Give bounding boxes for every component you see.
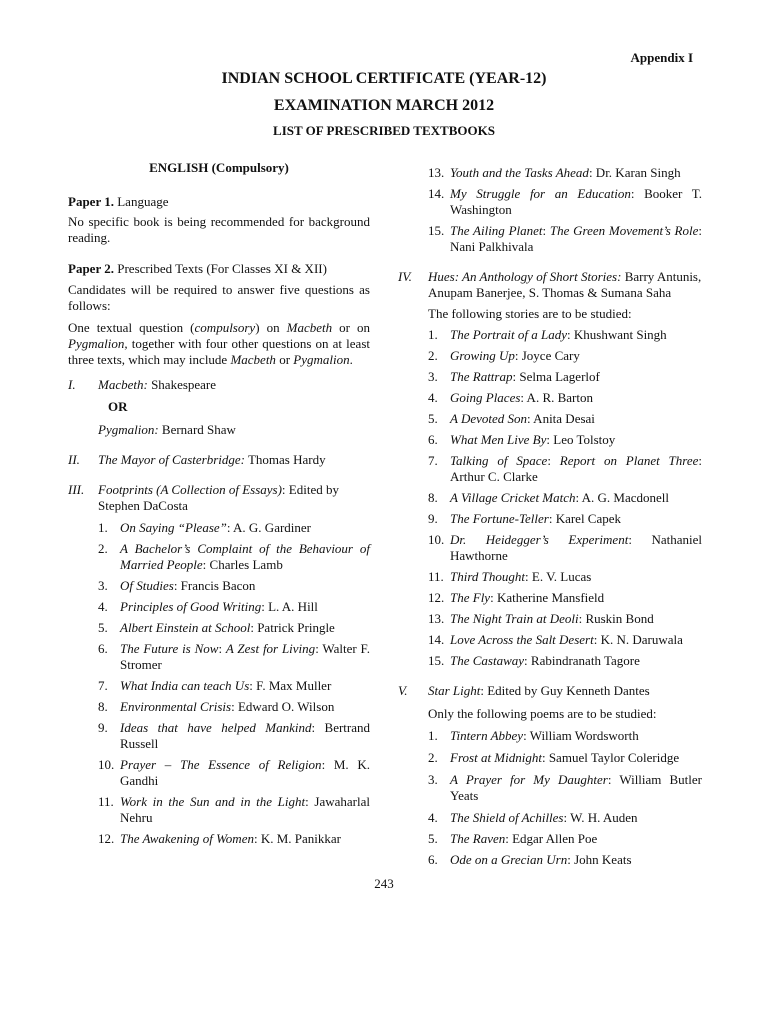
list-item [428,327,702,343]
list-item [98,520,370,536]
item-text: The Fortune-Teller: Karel Capek [450,511,622,526]
list-item [428,831,702,847]
pygmalion-entry: Pygmalion: Bernard Shaw [98,422,236,437]
poems-list [398,728,702,868]
list-item [428,653,702,669]
or-separator: OR [108,399,128,414]
right-column [398,160,702,868]
item-number: 11. [98,794,114,809]
item-number: 12. [98,831,115,846]
item-number: 7. [428,453,438,468]
item-number: 1. [98,520,108,535]
item-number: 2. [428,750,438,765]
item-text: Third Thought: E. V. Lucas [450,569,592,584]
item-number: 3. [428,369,438,384]
item-number: 13. [428,165,445,180]
item-number: 13. [428,611,445,626]
paper1-heading [68,194,370,210]
item-text: What Men Live By: Leo Tolstoy [450,432,616,447]
item-number: 14. [428,632,445,647]
list-item [428,223,702,255]
item-number: 8. [98,699,108,714]
item-number: 10. [98,757,115,772]
item-number: 1. [428,728,438,743]
item-number: 5. [98,620,108,635]
item-text: A Prayer for My Daughter: William Butler Yeats [450,772,703,803]
stories-intro: The following stories are to be studied: [428,306,632,321]
item-text: Albert Einstein at School: Patrick Pringle [120,620,335,635]
item-text: Ideas that have helped Mankind: Bertrand Russell [120,720,370,751]
item-text: Dr. Heidegger’s Experiment: Nathaniel Hawthorne [450,532,702,563]
item-text: Love Across the Salt Desert: K. N. Daruwala [450,632,683,647]
item-number: 3. [428,772,438,787]
item-text: Principles of Good Writing: L. A. Hill [120,599,318,614]
item-number: 12. [428,590,445,605]
item-text: The Rattrap: Selma Lagerlof [450,369,600,384]
subject-heading: ENGLISH (Compulsory) [149,160,289,175]
item-number: 3. [98,578,108,593]
list-item [428,369,702,385]
section-title: Hues: An Anthology of Short Stories: Barry Antunis, Anupam Banerjee, S. Thomas & Sumana Saha [428,269,702,300]
item-number: 6. [428,852,438,867]
section-numeral: IV. [398,269,412,284]
essays-list [68,520,370,847]
item-text: Youth and the Tasks Ahead: Dr. Karan Singh [450,165,681,180]
item-number: 14. [428,186,445,201]
paper1-title: Language [113,194,169,209]
section-title: Footprints (A Collection of Essays): Edited by Stephen DaCosta [98,482,339,513]
list-item [428,432,702,448]
list-item [428,186,702,218]
list-item [98,720,370,752]
item-text: The Shield of Achilles: W. H. Auden [450,810,638,825]
item-text: Work in the Sun and in the Light: Jawaharlal Nehru [120,794,370,825]
item-number: 2. [428,348,438,363]
list-item [428,772,702,804]
item-text: The Raven: Edgar Allen Poe [450,831,598,846]
section-title: LIST OF PRESCRIBED TEXTBOOKS [273,123,495,138]
list-item [98,641,370,673]
item-text: Environmental Crisis: Edward O. Wilson [120,699,335,714]
item-number: 2. [98,541,108,556]
page-number: 243 [374,876,394,891]
item-number: 5. [428,831,438,846]
left-column [68,160,370,847]
poems-intro: Only the following poems are to be studied: [428,706,657,721]
paper1-label: Paper 1. [68,194,114,209]
section-numeral: I. [68,377,76,392]
item-text: A Village Cricket Match: A. G. Macdonell [450,490,670,505]
list-item [428,810,702,826]
item-number: 5. [428,411,438,426]
list-item [428,852,702,868]
list-item [98,831,370,847]
item-text: Tintern Abbey: William Wordsworth [450,728,639,743]
section-title: Star Light: Edited by Guy Kenneth Dantes [428,683,650,698]
section-numeral: II. [68,452,80,467]
document-title: INDIAN SCHOOL CERTIFICATE (YEAR-12) [221,70,547,87]
list-item [428,532,702,564]
item-number: 9. [428,511,438,526]
item-text: The Portrait of a Lady: Khushwant Singh [450,327,667,342]
item-text: On Saying “Please”: A. G. Gardiner [120,520,312,535]
item-text: What India can teach Us: F. Max Muller [120,678,332,693]
item-number: 10. [428,532,445,547]
paper2-heading [68,261,370,277]
section-ii [68,452,370,468]
item-number: 4. [98,599,108,614]
section-title: The Mayor of Casterbridge: Thomas Hardy [98,452,326,467]
section-title: Macbeth: Shakespeare [98,377,217,392]
list-item [428,165,702,181]
item-text: A Bachelor’s Complaint of the Behaviour of Married People: Charles Lamb [120,541,370,572]
list-item [428,750,702,766]
list-item [428,569,702,585]
item-number: 11. [428,569,444,584]
item-text: The Castaway: Rabindranath Tagore [450,653,640,668]
stories-list [398,327,702,669]
item-text: Growing Up: Joyce Cary [450,348,580,363]
essays-list-continued [398,165,702,255]
paper2-title: Prescribed Texts (For Classes XI & XII) [113,261,327,276]
section-i [68,377,370,393]
item-number: 7. [98,678,108,693]
item-text: Talking of Space: Report on Planet Three: Arthur C. Clarke [450,453,702,484]
item-text: Frost at Midnight: Samuel Taylor Coleridge [450,750,680,765]
paper2-label: Paper 2. [68,261,114,276]
list-item [98,699,370,715]
appendix-label: Appendix I [630,50,693,65]
item-number: 8. [428,490,438,505]
list-item [98,578,370,594]
item-text: The Night Train at Deoli: Ruskin Bond [450,611,654,626]
list-item [428,490,702,506]
list-item [428,632,702,648]
item-number: 15. [428,653,445,668]
item-number: 9. [98,720,108,735]
item-text: A Devoted Son: Anita Desai [450,411,595,426]
list-item [428,411,702,427]
item-number: 1. [428,327,438,342]
instructions-paragraph: One textual question (compulsory) on Macbeth or on Pygmalion, together with four other questions on at least three texts, which may include Macbeth or Pygmalion. [68,320,370,367]
list-item [428,728,702,744]
section-numeral: III. [68,482,85,497]
list-item [98,620,370,636]
item-text: My Struggle for an Education: Booker T. Washington [450,186,703,217]
item-number: 6. [428,432,438,447]
list-item [428,390,702,406]
paper1-text: No specific book is being recommended for background reading. [68,214,370,245]
section-iii [68,482,370,514]
list-item [98,678,370,694]
list-item [98,757,370,789]
list-item [428,611,702,627]
item-text: The Future is Now: A Zest for Living: Walter F. Stromer [120,641,370,672]
document-subtitle: EXAMINATION MARCH 2012 [273,97,495,114]
section-numeral: V. [398,683,408,698]
list-item [98,599,370,615]
item-text: The Fly: Katherine Mansfield [450,590,605,605]
item-text: Going Places: A. R. Barton [450,390,593,405]
item-text: The Awakening of Women: K. M. Panikkar [120,831,341,846]
item-number: 15. [428,223,445,238]
section-iv [398,269,702,301]
item-text: Ode on a Grecian Urn: John Keats [450,852,632,867]
list-item [428,590,702,606]
item-number: 4. [428,810,438,825]
item-number: 4. [428,390,438,405]
list-item [428,511,702,527]
item-text: The Ailing Planet: The Green Movement’s Role: Nani Palkhivala [450,223,702,254]
item-text: Prayer – The Essence of Religion: M. K. Gandhi [120,757,370,788]
item-number: 6. [98,641,108,656]
list-item [428,453,702,485]
item-text: Of Studies: Francis Bacon [120,578,256,593]
section-v [398,683,702,699]
list-item [428,348,702,364]
list-item [98,794,370,826]
list-item [98,541,370,573]
candidates-text: Candidates will be required to answer five questions as follows: [68,282,370,313]
